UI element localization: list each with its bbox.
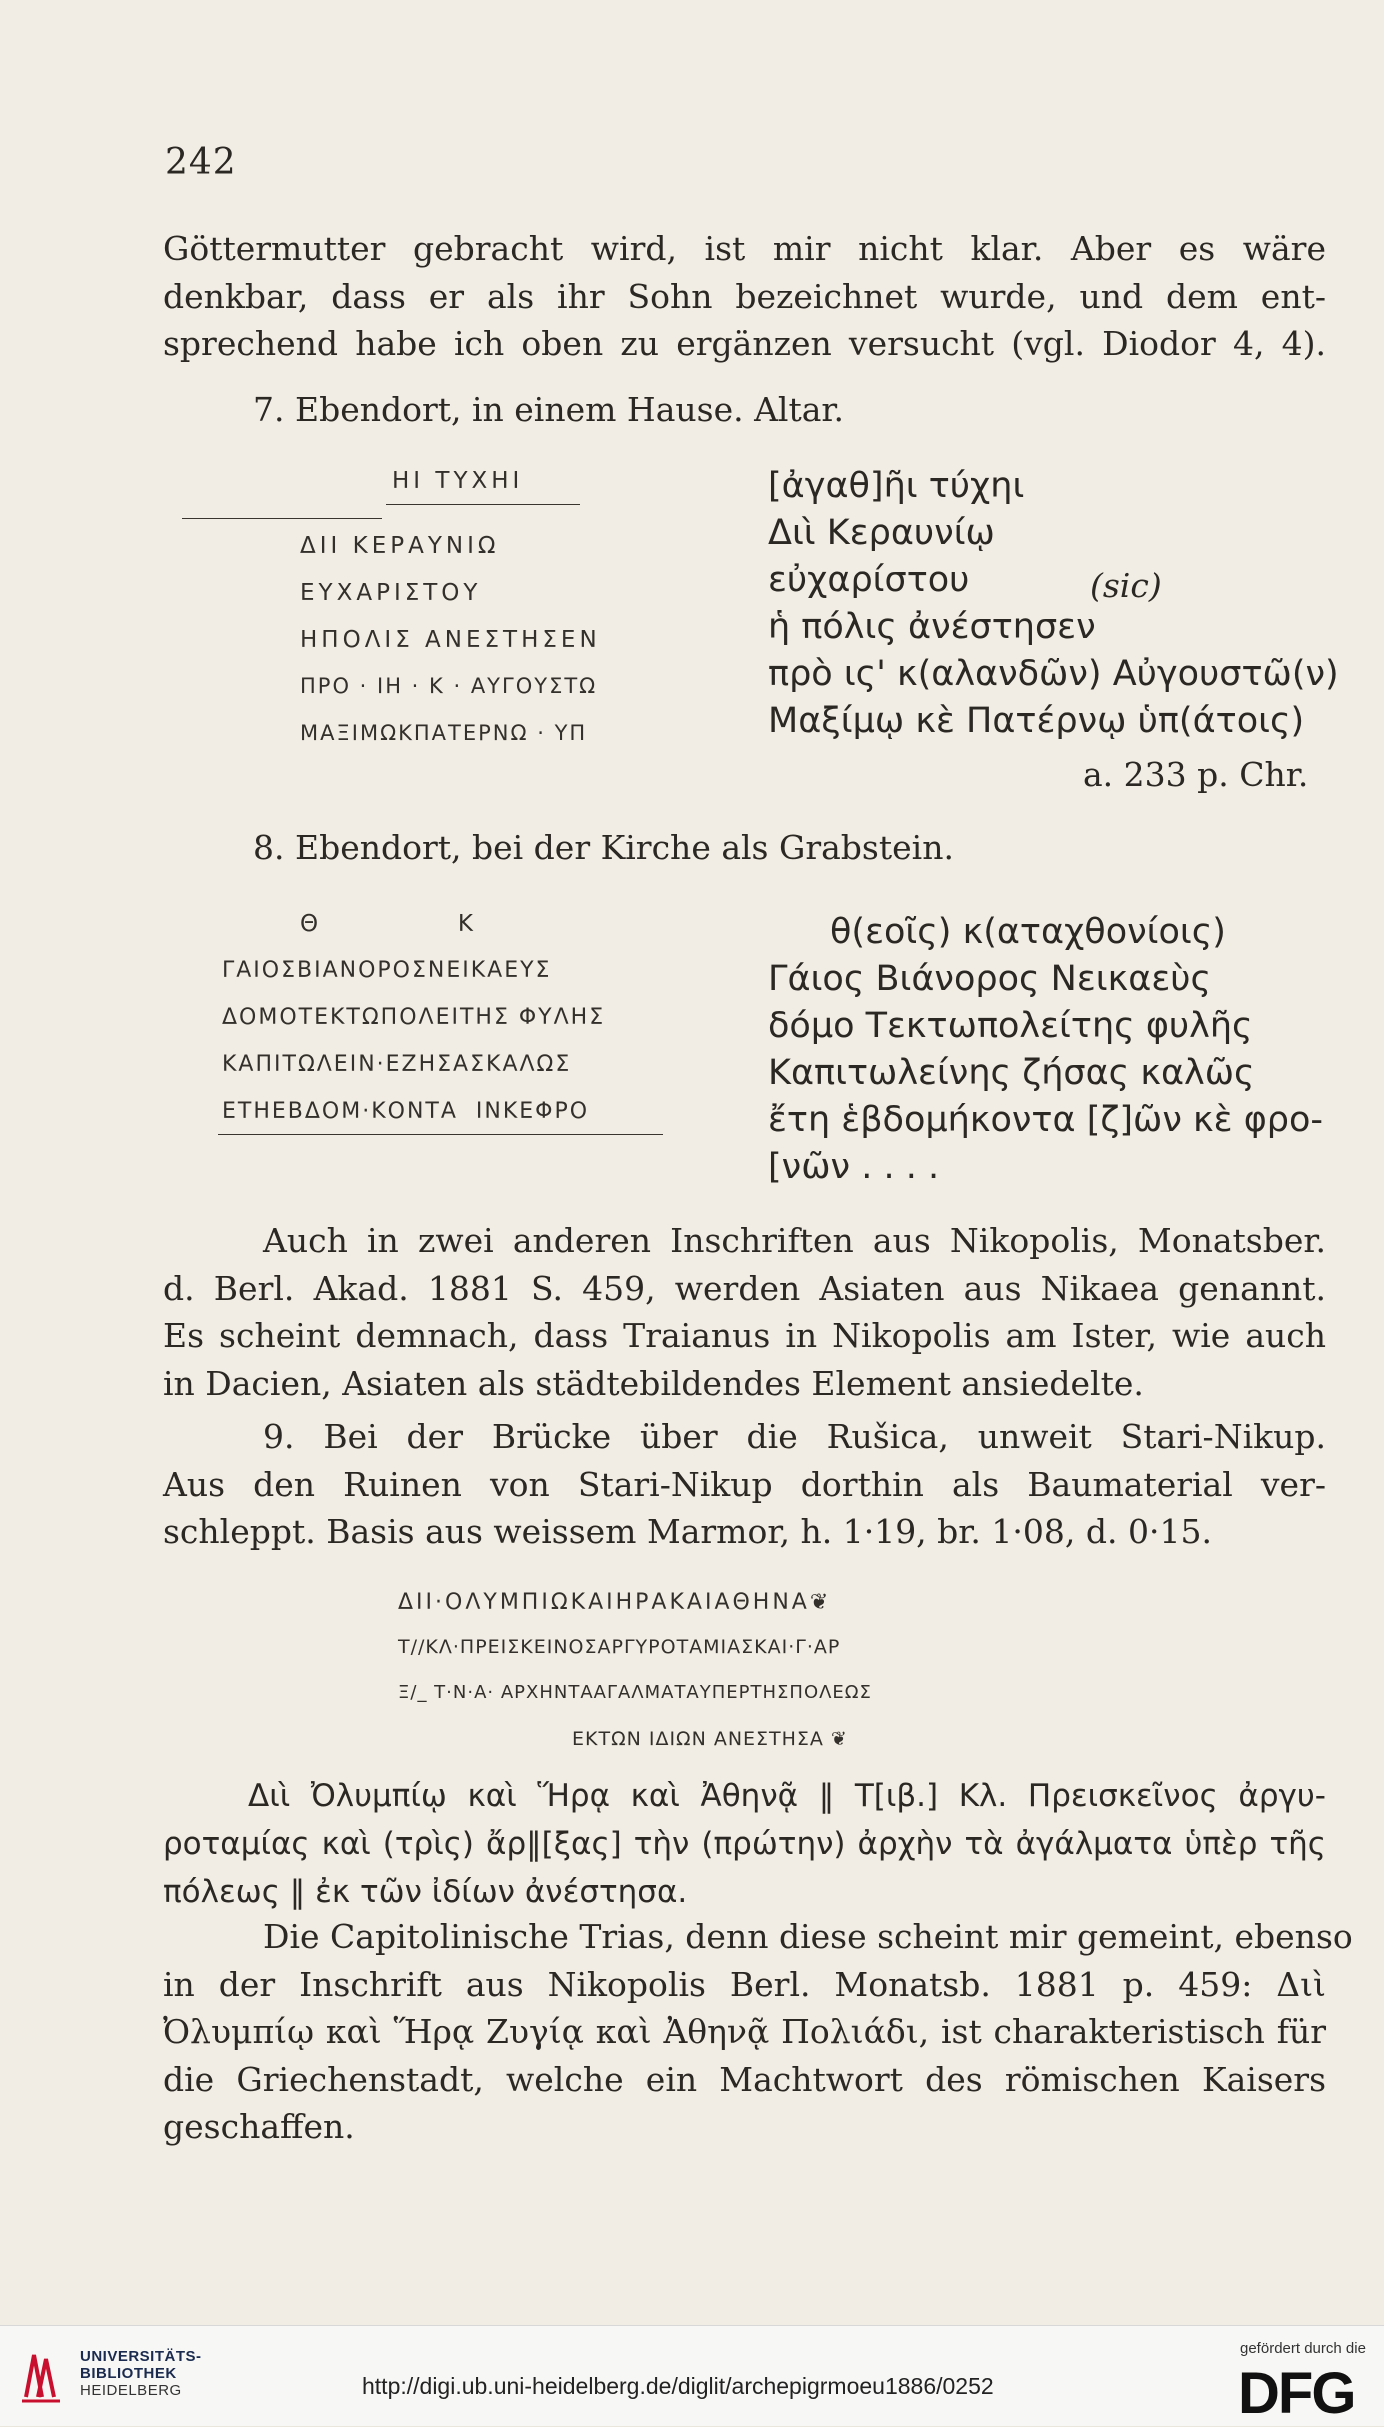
permalink-url[interactable]: http://digi.ub.uni-heidelberg.de/diglit/archepigrmoeu1886/0252 [362,2373,994,2399]
transcription-line: [νῶν . . . . [768,1147,940,1187]
line-rule [386,504,580,505]
dfg-logo: DFG [1238,2361,1355,2426]
library-name: UNIVERSITÄTS- BIBLIOTHEK HEIDELBERG [80,2348,202,2399]
transcription-line: [ἀγαθ]ῆι τύχηι [768,466,1025,506]
funding-note: gefördert durch die [1240,2340,1366,2357]
text-line: Aus den Ruinen von Stari-Nikup dorthin als Baumaterial ver- [163,1464,1326,1504]
inscription-line: Τ//ΚΛ·ΠΡΕΙΣΚΕΙΝΟΣΑΡΓΥΡΟΤΑΜΙΑΣΚΑΙ·Γ·ΑΡ [398,1636,841,1658]
inscription-line: ΗΠΟΛΙΣ ΑΝΕΣΤΗΣΕΝ [300,627,601,653]
text-line: ροταμίας καὶ (τρὶς) ἄρ‖[ξας] τὴν (πρώτην) ἀρχὴν τὰ ἀγάλματα ὑπὲρ τῆς [163,1826,1326,1862]
text-line: schleppt. Basis aus weissem Marmor, h. 1·19, br. 1·08, d. 0·15. [163,1512,1212,1551]
item7-heading: 7. Ebendort, in einem Hause. Altar. [253,390,845,429]
inscription-line: ΜΑΞΙΜΩΚΠΑΤΕΡΝΩ · ΥΠ [300,721,588,745]
text-line: in der Inschrift aus Nikopolis Berl. Monatsb. 1881 p. 459: Διὶ [163,1964,1326,2004]
transcription-line: ἡ πόλις ἀνέστησεν [768,607,1096,647]
asiaten-paragraph [163,1217,1326,1407]
text-line: πόλεως ‖ ἐκ τῶν ἰδίων ἀνέστησα. [163,1874,688,1910]
inscription-line: ΕΥΧΑΡΙΣΤΟΥ [300,580,482,606]
transcription-line: Διὶ Κεραυνίῳ [768,513,995,553]
inscription-line: ΠΡΟ · ΙΗ · Κ · ΑΥΓΟΥΣΤΩ [300,674,598,698]
text-line: Ὀλυμπίῳ καὶ Ἥρᾳ Ζυγίᾳ καὶ Ἀθηνᾷ Πολιάδι, ist charakteristisch für [163,2012,1326,2051]
inscription-line: ΚΑΠΙΤΩΛΕΙΝ·ΕΖΗΣΑΣΚΑΛΩΣ [222,1052,572,1077]
item9-paragraph [163,1413,1326,1556]
inscription-line: ΔΙΙ·ΟΛΥΜΠΙΩΚΑΙΗΡΑΚΑΙΑΘΗΝΑ❦ [398,1590,832,1615]
text-line: sprechend habe ich oben zu ergänzen versucht (vgl. Diodor 4, 4). [163,324,1326,363]
text-line: d. Berl. Akad. 1881 S. 459, werden Asiaten aus Nikaea genannt. [163,1268,1326,1308]
transcription-line: Μαξίμῳ κὲ Πατέρνῳ ὑπ(άτοις) [768,701,1305,741]
text-line: Auch in zwei anderen Inschriften aus Nikopolis, Monatsber. [263,1221,1326,1260]
sic-note: (sic) [1090,566,1162,605]
fragment-edge [182,518,382,519]
inscription-line: ΕΤΗΕΒΔΟΜ·ΚΟΝΤΑ ΙΝΚΕΦΡΟ [222,1099,590,1124]
inscription-line: Ξ/_ Τ·Ν·Α· ΑΡΧΗΝΤΑΑΓΑΛΜΑΤΑΥΠΕΡΤΗΣΠΟΛΕΩΣ [398,1682,872,1703]
transcription-line: ἔτη ἑβδομήκοντα [ζ]ῶν κὲ φρο- [768,1100,1324,1140]
text-line: Διὶ Ὀλυμπίῳ καὶ Ἥρᾳ καὶ Ἀθηνᾷ ‖ Τ[ιβ.] Κλ. Πρεισκεῖνος ἀργυ- [248,1778,1326,1814]
inscription-line: ΓΑΙΟΣΒΙΑΝΟΡΟΣΝΕΙΚΑΕΥΣ [222,958,552,983]
text-line: denkbar, dass er als ihr Sohn bezeichnet wurde, und dem ent- [163,276,1326,316]
transcription-line: Γάιος Βιάνορος Νεικαεὺς [768,959,1212,999]
item9-transcription [163,1772,1326,1916]
fragment-edge [218,1134,663,1135]
page-number: 242 [165,142,237,183]
text-line: in Dacien, Asiaten als städtebildendes Element ansiedelte. [163,1363,1144,1403]
inscription-line: Θ Κ [300,911,477,937]
text-line: Die Capitolinische Trias, denn diese scheint mir gemeint, ebenso [263,1917,1353,1956]
university-library-logo-icon [16,2345,78,2407]
inscription-line: ΗΙ ΤΥΧΗΙ [392,468,524,494]
item8-heading: 8. Ebendort, bei der Kirche als Grabstein. [253,828,954,867]
text-line: 9. Bei der Brücke über die Rušica, unweit Stari-Nikup. [263,1417,1326,1456]
transcription-line: πρὸ ις' κ(αλανδῶν) Αὐγουστῶ(ν) [768,654,1339,694]
text-line: Es scheint demnach, dass Traianus in Nikopolis am Ister, wie auch [163,1316,1326,1355]
transcription-line: θ(εοῖς) κ(αταχθονίοις) [830,912,1226,952]
closing-paragraph [163,1913,1353,2151]
text-line: die Griechenstadt, welche ein Machtwort des römischen Kaisers [163,2059,1326,2099]
inscription-line: ΔΟΜΟΤΕΚΤΩΠΟΛΕΙΤΗΣ ΦΥΛΗΣ [222,1005,606,1030]
date-note: a. 233 p. Chr. [1083,755,1309,794]
text-line: geschaffen. [163,2107,355,2146]
text-line: Göttermutter gebracht wird, ist mir nicht klar. Aber es wäre [163,229,1326,268]
transcription-line: εὐχαρίστου [768,560,970,600]
intro-paragraph [163,225,1326,368]
transcription-line: δόμο Τεκτωπολείτης φυλῆς [768,1006,1253,1046]
inscription-line: ΕΚΤΩΝ ΙΔΙΩΝ ΑΝΕΣΤΗΣΑ ❦ [572,1728,848,1750]
transcription-line: Καπιτωλείνης ζήσας καλῶς [768,1053,1255,1093]
inscription-line: ΔΙΙ ΚΕΡΑΥΝΙΩ [300,533,500,559]
